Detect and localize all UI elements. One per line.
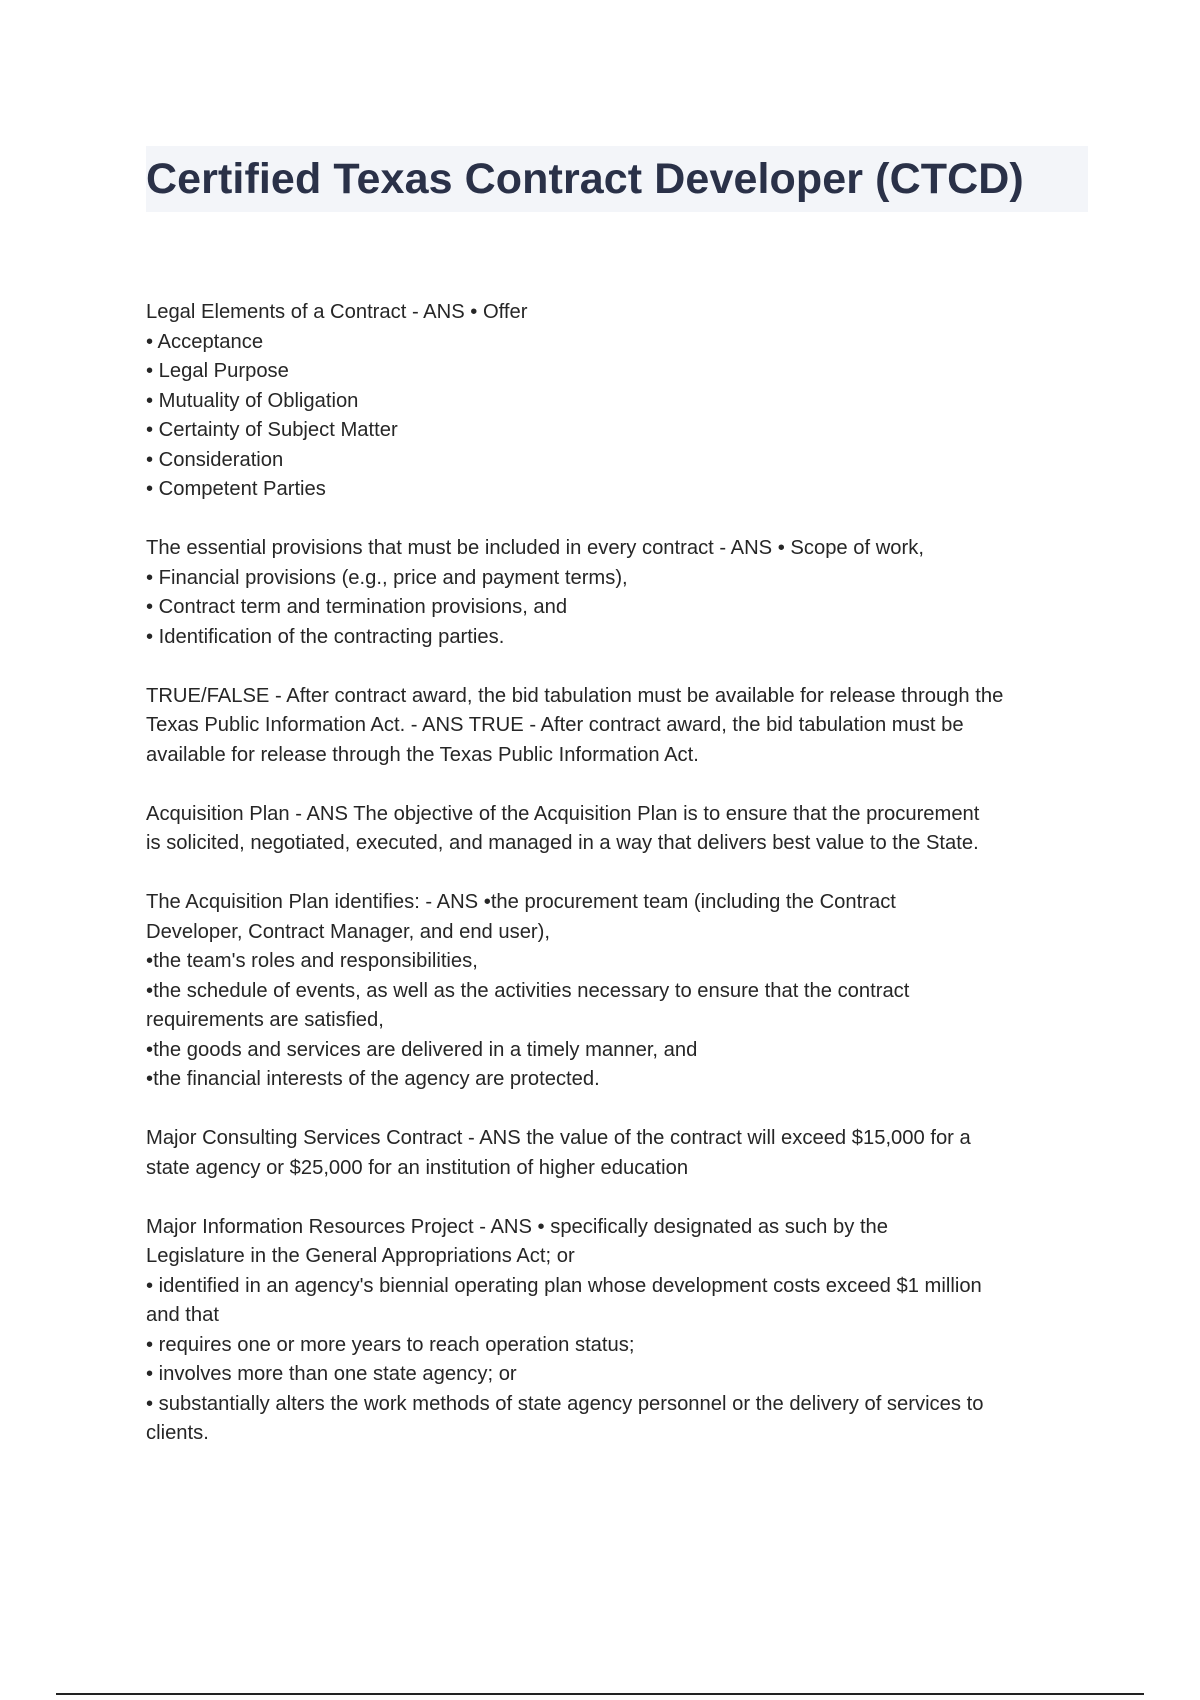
qa-answer-line: • Certainty of Subject Matter [146,419,398,441]
qa-answer-line: • Acceptance [146,330,264,353]
qa-question-line: Legal Elements of a Contract - ANS • Offer [146,301,528,323]
qa-answer-line: is solicited, negotiated, executed, and managed in a way that delivers best value to the State. [146,832,979,854]
qa-answer-line: • requires one or more years to reach operation status; [146,1333,635,1356]
qa-answer-line: Texas Public Information Act. - ANS TRUE - After contract award, the bid tabulation must be [146,714,964,736]
qa-answer-line: • identified in an agency's biennial operating plan whose development costs exceed $1 million [146,1274,982,1297]
qa-answer-line: • Identification of the contracting parties. [146,625,505,648]
document-title: Certified Texas Contract Developer (CTCD) [146,155,1024,203]
qa-question-line: Acquisition Plan - ANS The objective of the Acquisition Plan is to ensure that the procurement [146,802,980,825]
qa-answer-line: available for release through the Texas Public Information Act. [146,743,699,766]
qa-question-line: Major Consulting Services Contract - ANS the value of the contract will exceed $15,000 for a [146,1127,971,1149]
qa-question-line: The Acquisition Plan identifies: - ANS •the procurement team (including the Contract [146,891,896,913]
qa-answer-line: Legislature in the General Appropriations Act; or [146,1245,575,1267]
qa-answer-line: and that [146,1304,219,1326]
qa-question-line: TRUE/FALSE - After contract award, the bid tabulation must be available for release through the [146,684,1004,707]
qa-answer-line: state agency or $25,000 for an institution of higher education [146,1156,689,1179]
qa-answer-line: •the financial interests of the agency are protected. [146,1068,600,1090]
qa-answer-line: • Competent Parties [146,478,326,500]
qa-entry [146,534,1096,652]
qa-entry [146,800,1096,859]
qa-entry [146,1213,1096,1449]
qa-answer-line: •the team's roles and responsibilities, [146,950,478,972]
qa-answer-line: clients. [146,1422,209,1444]
qa-answer-line: •the schedule of events, as well as the activities necessary to ensure that the contract [146,979,910,1002]
qa-entry [146,888,1096,1095]
qa-answer-line: • involves more than one state agency; or [146,1363,517,1385]
qa-entry [146,1124,1096,1183]
qa-question-line: The essential provisions that must be included in every contract - ANS • Scope of work, [146,537,924,559]
qa-answer-line: • Contract term and termination provisions, and [146,596,568,618]
qa-answer-line: • substantially alters the work methods of state agency personnel or the delivery of services to [146,1392,984,1415]
page-footer-rule [56,1693,1144,1695]
qa-answer-line: • Mutuality of Obligation [146,389,359,412]
qa-answer-line: Developer, Contract Manager, and end user), [146,920,550,943]
qa-entry [146,298,1096,505]
qa-answer-line: • Consideration [146,448,284,471]
qa-entry [146,682,1096,771]
qa-question-line: Major Information Resources Project - ANS • specifically designated as such by the [146,1215,889,1238]
qa-answer-line: •the goods and services are delivered in a timely manner, and [146,1038,698,1061]
qa-answer-line: • Financial provisions (e.g., price and payment terms), [146,566,628,589]
qa-answer-line: • Legal Purpose [146,360,289,382]
document-body [146,298,1096,1478]
qa-answer-line: requirements are satisfied, [146,1009,384,1031]
